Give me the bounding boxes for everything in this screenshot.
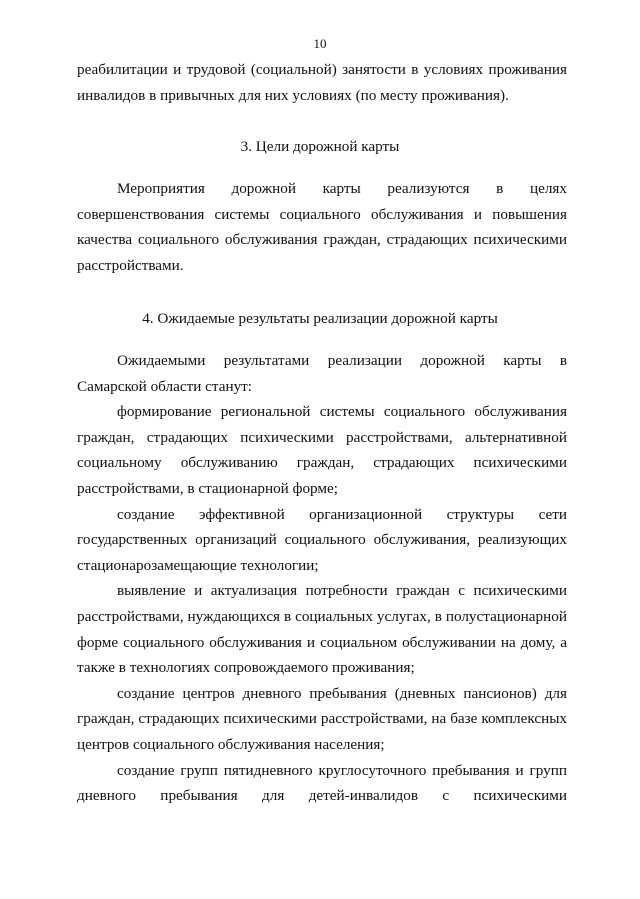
result-item: создание групп пятидневного круглосуточного пребывания и групп дневного пребывания для детей-инвалидов с психическими bbox=[77, 761, 567, 805]
section-4-body bbox=[77, 348, 567, 809]
result-item: создание эффективной организационной структуры сети государственных организаций социального обслуживания, реализующих стационарозамещающие технологии; bbox=[77, 505, 567, 574]
section-3-heading: 3. Цели дорожной карты bbox=[240, 138, 400, 155]
continuation-paragraph bbox=[77, 57, 567, 108]
section-3-paragraph: Мероприятия дорожной карты реализуются в целях совершенствования системы социального обслуживания и повышения качества социального обслуживания граждан, страдающих психическими расстройствами. bbox=[77, 180, 567, 274]
section-4-heading: 4. Ожидаемые результаты реализации дорожной карты bbox=[142, 310, 498, 327]
section-4-intro: Ожидаемыми результатами реализации дорожной карты в Самарской области станут: bbox=[77, 352, 567, 395]
page-number: 10 bbox=[313, 36, 327, 51]
section-3-body bbox=[77, 176, 567, 278]
continuation-text: реабилитации и трудовой (социальной) занятости в условиях проживания инвалидов в привычных для них условиях (по месту проживания). bbox=[77, 61, 567, 104]
result-item: создание центров дневного пребывания (дневных пансионов) для граждан, страдающих психическими расстройствами, на базе комплексных центров социального обслуживания населения; bbox=[77, 684, 567, 753]
result-item: формирование региональной системы социального обслуживания граждан, страдающих психическими расстройствами, альтернативной социальному обслуживанию граждан, страдающих психическими расстройствами, в стационарной форме; bbox=[77, 403, 567, 497]
result-item: выявление и актуализация потребности граждан с психическими расстройствами, нуждающихся в социальных услугах, в полустационарной форме социального обслуживания и социальном обслуживании на дому, а также в технологиях сопровождаемого проживания; bbox=[77, 582, 567, 677]
